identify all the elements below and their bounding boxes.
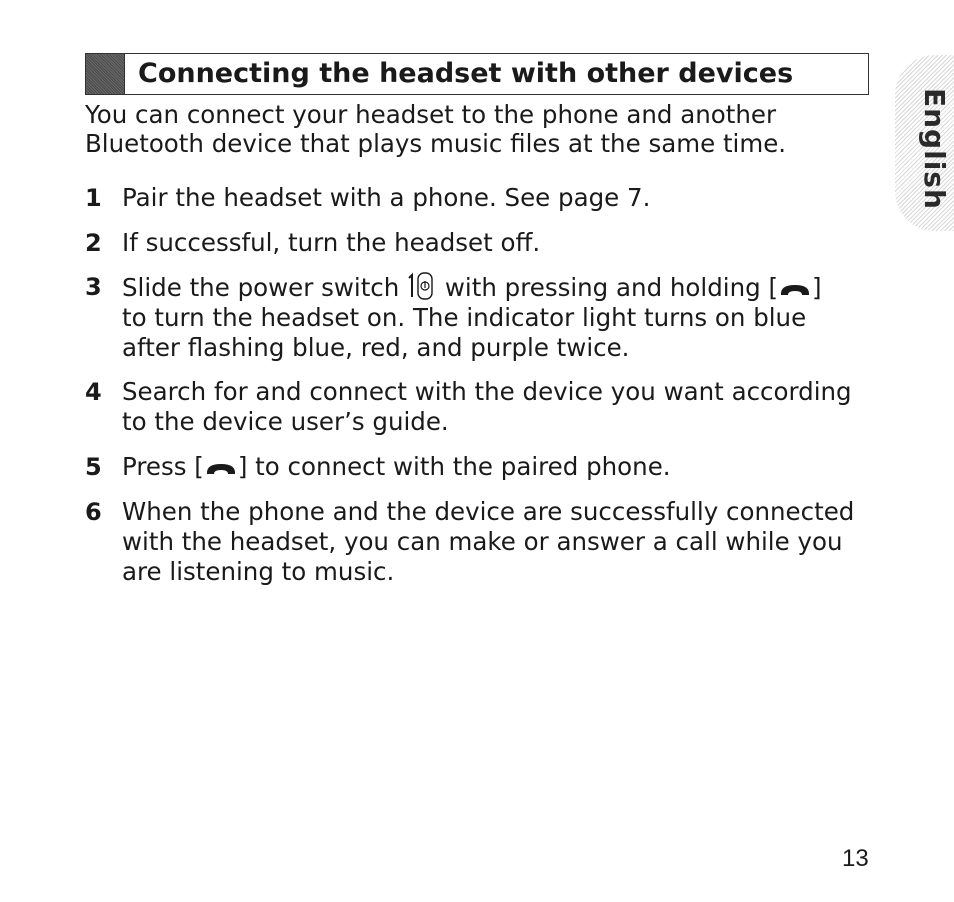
- language-tab-label: English: [918, 88, 951, 210]
- step-number: 2: [85, 229, 102, 257]
- step-5-text-b: ] to connect with the paired phone.: [237, 452, 671, 481]
- step-line: to turn the headset on. The indicator light turns on blue: [122, 303, 807, 332]
- step-3-text-a: Slide the power switch: [122, 273, 400, 302]
- step-line: [122, 272, 882, 303]
- step-text: [122, 497, 882, 587]
- step-line: [122, 452, 882, 482]
- step-number: 1: [85, 184, 102, 212]
- heading-marker: [86, 54, 125, 94]
- step-line: after flashing blue, red, and purple twice.: [122, 333, 630, 362]
- intro-paragraph: [85, 100, 875, 158]
- step-5-text-a: Press [: [122, 452, 204, 481]
- step-text: [122, 183, 882, 213]
- power-switch-icon: [407, 272, 437, 300]
- step-text: [122, 228, 882, 258]
- step-text: [122, 272, 882, 363]
- section-title: Connecting the headset with other devices: [138, 58, 794, 89]
- step-text: [122, 377, 882, 437]
- step-line: with the headset, you can make or answer a call while you: [122, 527, 843, 556]
- step-line: to the device user’s guide.: [122, 407, 449, 436]
- step-line: Pair the headset with a phone. See page 7.: [122, 183, 651, 212]
- page-number: 13: [842, 845, 869, 872]
- section-heading: [85, 53, 869, 95]
- step-3-text-b: with pressing and holding [: [437, 273, 779, 302]
- step-text: [122, 452, 882, 482]
- step-number: 3: [85, 273, 102, 301]
- step-number: 4: [85, 378, 102, 406]
- step-line: Search for and connect with the device you want according: [122, 377, 852, 406]
- intro-line-1: You can connect your headset to the phone and another: [85, 100, 777, 129]
- intro-line-2: Bluetooth device that plays music files at the same time.: [85, 129, 787, 158]
- step-3-text-c: ]: [812, 273, 822, 302]
- step-line: If successful, turn the headset off.: [122, 228, 541, 257]
- step-number: 5: [85, 453, 102, 481]
- call-button-icon: [204, 459, 238, 477]
- step-number: 6: [85, 498, 102, 526]
- step-line: are listening to music.: [122, 557, 395, 586]
- step-line: When the phone and the device are successfully connected: [122, 497, 855, 526]
- call-button-icon: [778, 280, 812, 298]
